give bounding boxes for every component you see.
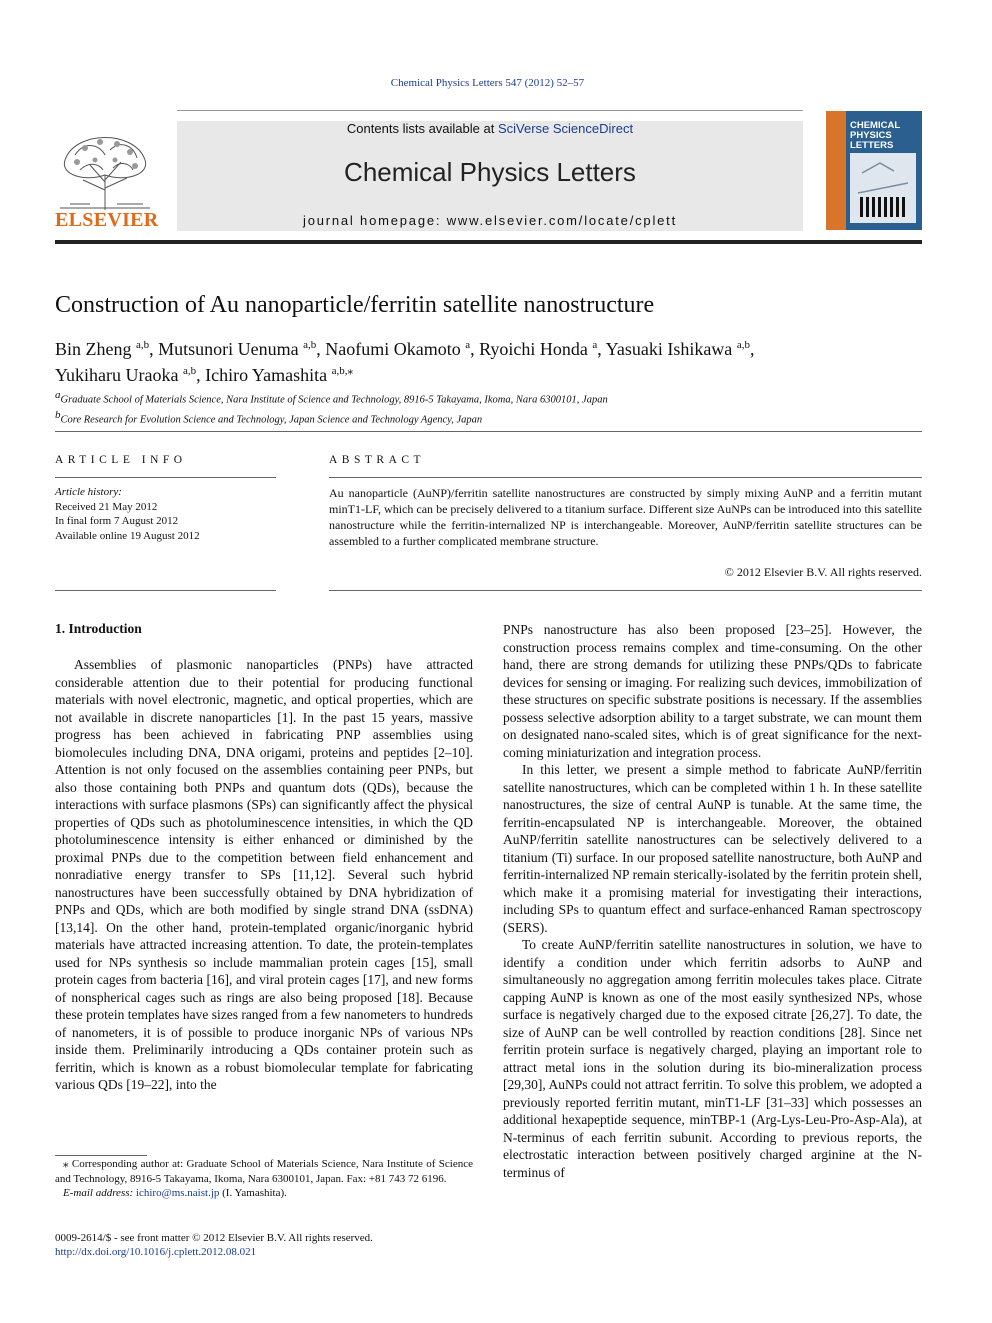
cover-stripe: [826, 111, 846, 230]
body-column-left: [55, 656, 473, 1094]
author-affiliation-mark[interactable]: a: [465, 339, 471, 351]
history-label: Article history:: [55, 486, 122, 498]
contents-prefix: Contents lists available at: [346, 121, 498, 136]
author-name[interactable]: Ichiro Yamashita: [205, 365, 328, 385]
article-title: Construction of Au nanoparticle/ferritin satellite nanostructure: [55, 292, 655, 318]
issn-line: 0009-2614/$ - see front matter © 2012 Elsevier B.V. All rights reserved.: [55, 1232, 373, 1244]
affiliation-mark: b: [55, 408, 61, 421]
author-name[interactable]: Mutsunori Uenuma: [158, 339, 299, 359]
info-rule: [55, 590, 276, 591]
cover-title-line: CHEMICAL: [850, 120, 901, 131]
email-link[interactable]: ichiro@ms.naist.jp: [135, 1187, 220, 1199]
affiliation-mark: a: [55, 389, 61, 401]
corresponding-author-note: ⁎ Corresponding author at: Graduate School of Materials Science, Nara Institute of Science and Technology, 8916-5 Takayama, Ikoma, Nara 6300101, Japan. Fax: +81 743 72 6196.: [55, 1158, 473, 1185]
article-info-heading: ARTICLE INFO: [55, 454, 187, 466]
author-affiliation-mark[interactable]: a: [592, 339, 598, 351]
header-thick-rule: [55, 240, 922, 244]
sciencedirect-link[interactable]: SciVerse ScienceDirect: [497, 121, 634, 136]
journal-title: Chemical Physics Letters: [344, 157, 636, 187]
author-name[interactable]: Naofumi Okamoto: [325, 339, 461, 359]
abstract-heading: ABSTRACT: [329, 454, 426, 466]
affiliation-text: Core Research for Evolution Science and Technology, Japan Science and Technology Agency, Japan: [60, 414, 483, 425]
cover-title: [850, 121, 900, 151]
email-suffix: (I. Yamashita).: [219, 1187, 287, 1199]
journal-homepage-link[interactable]: journal homepage: www.elsevier.com/locate/cplett: [303, 213, 677, 228]
author-list: Bin Zheng $^{a,b}$, Mutsunori Uenuma $^{a,b}$, Naofumi Okamoto $^a$, Ryoichi Honda $^a$, Yasuaki Ishikawa $^{a,b}$, Yukiharu Uraoka $^{a,b}$, Ichiro Yamashita $^{a,b,⁎}$: [55, 339, 755, 385]
journal-cover: [826, 111, 922, 230]
affiliations: [55, 388, 915, 427]
body-paragraph: To create AuNP/ferritin satellite nanostructures in solution, we have to identify a condition under which ferritin adsorbs to AuNP and simultaneously no aggregation among ferritin molecules takes place. Citrate capping AuNP is known as one of the most easily synthesized NPs, whose surface is negatively charged due to the exposed citrate [26,27]. To date, the size of AuNP can be well controlled by reaction conditions [28]. Since net ferritin protein surface is negatively charged, playing an important role to attract metal ions in the solution during its bio-mineralization process [29,30], AuNPs could not attract ferritin. To solve this problem, we adopted a previously reported ferritin mutant, minT1-LF [31–33] which possesses an additional hexapeptide sequence, minTBP-1 (Arg-Lys-Leu-Pro-Asp-Ala), at N-terminus of each ferritin subunit. According to previous reports, the electrostatic interaction between positively charged arginine at the N-terminus of: [503, 937, 922, 1180]
info-rule: [55, 477, 276, 478]
elsevier-logo: [55, 120, 159, 232]
tree-icon: [55, 120, 155, 212]
author-affiliation-mark[interactable]: a,b,⁎: [331, 365, 353, 377]
cover-image: [850, 153, 916, 223]
section-heading: 1. Introduction: [55, 621, 142, 636]
history-item: Received 21 May 2012: [55, 500, 158, 513]
author-name[interactable]: Ryoichi Honda: [479, 339, 588, 359]
author-affiliation-mark[interactable]: a,b: [182, 365, 197, 377]
author-name[interactable]: Yukiharu Uraoka: [55, 365, 179, 385]
author-affiliation-mark[interactable]: a,b: [303, 339, 317, 351]
cover-graphic-icon: [850, 153, 916, 223]
footnote-rule: [55, 1155, 147, 1156]
abstract-rule: [329, 477, 922, 478]
affiliation-text: Graduate School of Materials Science, Nara Institute of Science and Technology, 8916-5 Takayama, Ikoma, Nara 6300101, Japan: [60, 394, 608, 406]
author-affiliation-mark[interactable]: a,b: [136, 339, 150, 351]
body-paragraph: Assemblies of plasmonic nanoparticles (PNPs) have attracted considerable attention due to their potential for producing functional materials with novel electronic, magnetic, and optical properties, which are not available in discrete nanoparticles [1]. In the past 15 years, massive progress has been achieved in fabricating PNP assemblies using biomolecules including DNA, DNA origami, proteins and peptides [2–10]. Attention is not only focused on the assemblies containing peer PNPs, but also those containing both PNPs and quantum dots (QDs), because the interactions with surface plasmons (SPs) can significantly affect the physical properties of QDs such as photoluminescence intensities, in which the QD photoluminescence intensity is either enhanced or diminished by the proximal PNPs due to the competition between field enhancement and nonradiative energy transfer to SPs [11,12]. Several such hybrid nanostructures have been successfully obtained by DNA hybridization of PNPs and QDs, which are both modified by single strand DNA (ssDNA) [13,14]. On the other hand, protein-templated organic/inorganic hybrid materials have attracted increasing attention. To date, the protein-templates used for NPs synthesis so include mammalian protein cages [15], small protein cages from bacteria [16], and viral protein cages [17], and new forms of nonspherical cages such as rings are also being proposed [18]. Because these protein templates have sizes ranged from a few nanometers to hundreds of nanometers, it is of possible to produce inorganic NPs of various NPs inside them. Preliminarily introducing a QDs container protein such as ferritin, which is known as a robust biomolecular template for fabricating various QDs [19–22], into the: [55, 657, 473, 1092]
email-line: [55, 1186, 473, 1201]
elsevier-wordmark: ELSEVIER: [55, 209, 159, 231]
author-affiliation-mark[interactable]: a,b: [736, 339, 750, 351]
body-paragraph: PNPs nanostructure has also been proposed [23–25]. However, the construction process remains complex and time-consuming. On the other hand, there are strong demands for utilizing these PNPs/QDs to fabricate devices for sensing or imaging. For realizing such devices, immobilization of these structures on specific substrate positions is necessary. If the assemblies possess selective adsorption ability to a target substrate, we can mount them on designated nano-scaled sites, which is of great significance for the next-coming miniaturization and integration process.: [503, 622, 922, 760]
affiliation-item: [55, 408, 915, 428]
body-column-right: [503, 621, 922, 1181]
journal-banner: [177, 121, 803, 231]
header-rule: [177, 110, 803, 111]
cover-title-line: PHYSICS: [850, 130, 892, 141]
body-paragraph: In this letter, we present a simple method to fabricate AuNP/ferritin satellite nanostructures, which can be completed within 1 h. In these satellite nanostructures, the size of central AuNP is tunable. At the same time, the ferritin-encapsulated NP is interchangeable. Moreover, the obtained AuNP/ferritin satellite nanostructures can be selectively delivered to a titanium (Ti) surface. In our proposed satellite nanostructure, both AuNP and ferritin-internalized NP remain sterically-isolated by the ferritin protein shell, which make it a promising material for investigating their interactions, including SPs to quantum effect and surface-enhanced Raman spectroscopy (SERS).: [503, 762, 922, 935]
email-label: E-mail address:: [63, 1187, 136, 1199]
section-rule: [55, 431, 922, 432]
author-name[interactable]: Bin Zheng: [55, 339, 132, 359]
doi-link[interactable]: http://dx.doi.org/10.1016/j.cplett.2012.08.021: [55, 1246, 257, 1258]
contents-line: [177, 121, 803, 136]
abstract-text: Au nanoparticle (AuNP)/ferritin satellite nanostructures are constructed by simply mixing AuNP and a ferritin mutant minT1-LF, which can be precisely delivered to a titanium surface. Different size AuNPs can be introduced into this satellite nanostructure while the ferritin-internalized NP is interchangeable. Moreover, AuNP/ferritin satellite structures can be assembled to a further complicated membrane structure.: [329, 486, 922, 549]
history-item: Available online 19 August 2012: [55, 529, 200, 542]
affiliation-item: [55, 388, 915, 408]
footnote: [55, 1157, 473, 1201]
abstract-copyright: © 2012 Elsevier B.V. All rights reserved.: [724, 565, 922, 579]
journal-reference[interactable]: Chemical Physics Letters 547 (2012) 52–57: [390, 77, 585, 89]
abstract-rule: [329, 590, 922, 591]
history-item: In final form 7 August 2012: [55, 515, 179, 527]
author-name[interactable]: Yasuaki Ishikawa: [605, 339, 733, 359]
article-history: [55, 485, 276, 543]
cover-title-line: LETTERS: [850, 140, 894, 151]
page-footer: [55, 1231, 555, 1259]
